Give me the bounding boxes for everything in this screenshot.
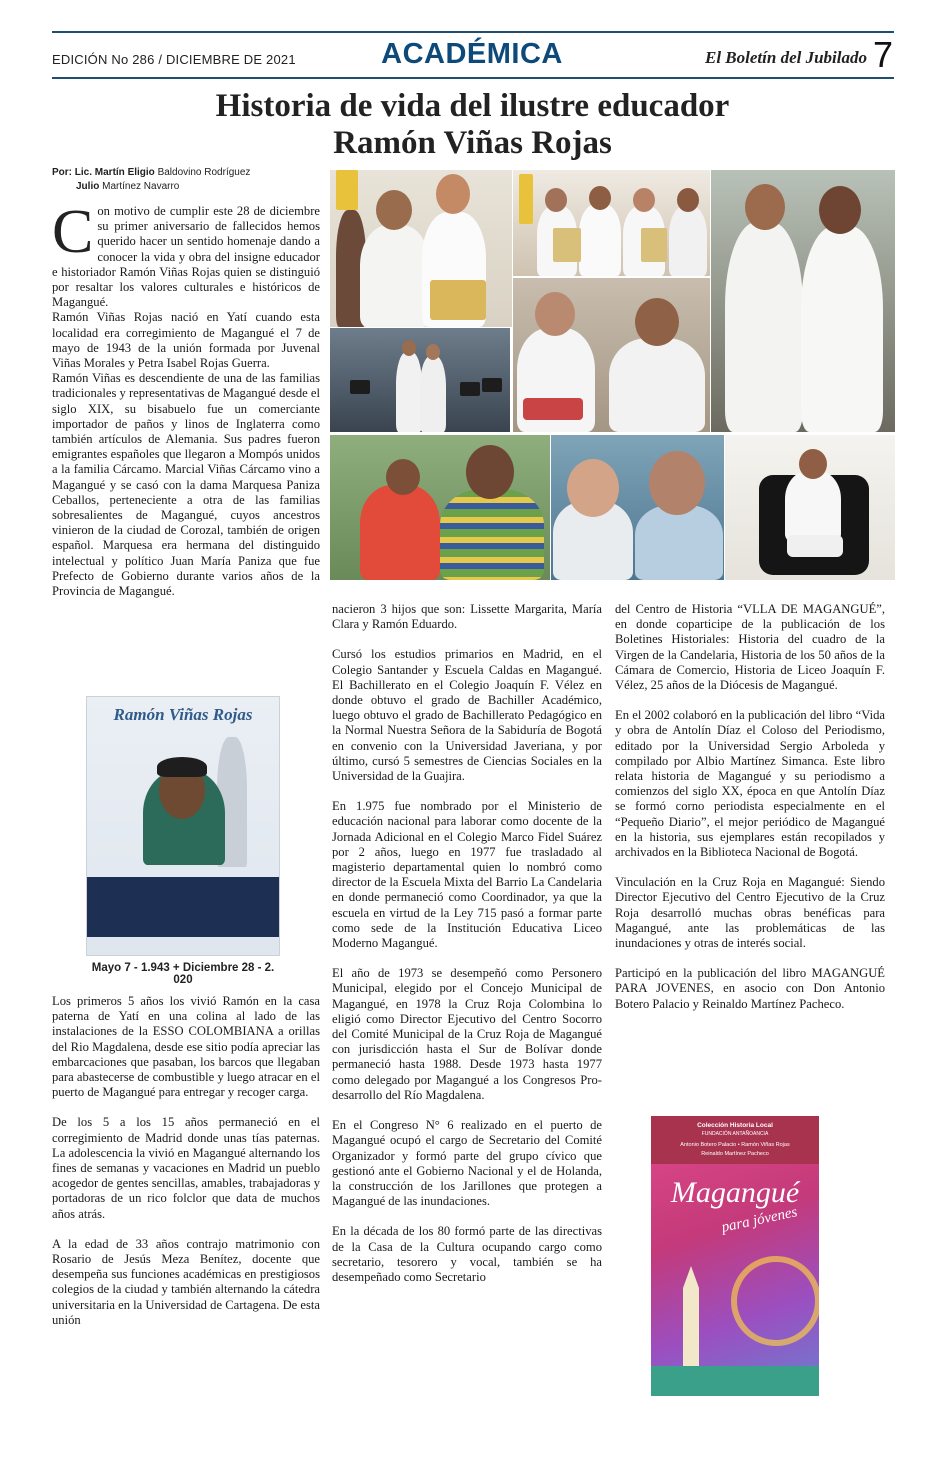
edition-label: EDICIÓN No 286 / DICIEMBRE DE 2021 (52, 52, 296, 67)
column-1-top (52, 198, 320, 599)
column-1-bottom (52, 994, 320, 1328)
paragraph: Los primeros 5 años los vivió Ramón en la casa paterna de Yatí en una colina al lado de las instalaciones de la ESSO COLOMBIANA a orillas del Rio Magdalena, desde ese sitio podía apreciar las embarcaciones que pasaban, los barcos que llegaban para abastecerse de combustible y luego atracar en el puerto de Magangué para entregar y recoger carga. (52, 994, 320, 1100)
cover-title-sub: para jóvenes (720, 1204, 799, 1236)
paragraph: Participó en la publicación del libro MAGANGUÉ PARA JOVENES, en asocio con Don Antonio Botero Palacio y Reinaldo Martínez Pacheco. (615, 966, 885, 1011)
paragraph: del Centro de Historia “VLLA DE MAGANGUÉ”, en donde coparticipe de la publicación de los Boletines Historiales: Historia del cuadro de la Virgen de la Candelaria, Historia de los 50 años de la Cámara de Comercio, Historia de Liceo Joaquín F. Vélez, 25 años de la Diócesis de Magangué. (615, 602, 885, 693)
cover-authors-line1: Antonio Botero Palacio • Ramón Viñas Rojas (680, 1142, 790, 1148)
book-cover-caption: Mayo 7 - 1.943 + Diciembre 28 - 2. 020 (91, 962, 275, 986)
photo-seated-audience (513, 278, 710, 432)
photo-navy-ceremony (330, 170, 512, 327)
article-title (0, 88, 945, 162)
paragraph: De los 5 a los 15 años permaneció en el corregimiento de Madrid donde unas tías paternas. La adolescencia la vivió en Magangué alternando los fines de semanas y vacaciones en Madrid un pueblo acogedor de gentes sencillas, amables, trabajadoras y portadoras de un rico folclor que data de muchos años atrás. (52, 1115, 320, 1221)
photo-men-outdoors (330, 435, 550, 580)
paragraph: En 1.975 fue nombrado por el Ministerio de educación nacional para laborar como docente de la Jornada Adicional en el Colegio Marco Fidel Suárez por 2 años, luego en 1977 fue trasladado al magisterio departamental quien lo nombró como director de la Escuela Mixta del Barrio La Candelaria en donde permaneció como Coordinador, ya que la escuela en virtud de la Ley 715 pasó a formar parte como sede de la Institución Educativa Liceo Moderno Magangué. (332, 799, 602, 951)
cover-authors-line2: Reinaldo Martínez Pacheco (701, 1151, 769, 1157)
byline-author1-bold: Lic. Martín Eligio (74, 167, 155, 178)
drop-cap: C (52, 198, 94, 266)
paragraph: El año de 1973 se desempeñó como Personero Municipal, elegido por el Concejo Municipal de Magangué, en 1978 la Cruz Roja Colombina lo eligió como Director Ejecutivo del Centro Socorro del Comité Municipal de la Cruz Roja de Magangué con jurisdicción hasta el Sur de Bolívar donde permaneció hasta 1988. Desde 1973 hasta 1977 como delegado por Magangué a los Congresos Pro-desarrollo del Río Magdalena. (332, 966, 602, 1102)
cover-portrait-hair (157, 757, 207, 777)
paragraph: Ramón Viñas es descendiente de una de las familias tradicionales y representativas de Magangué desde el siglo XIX, su bisabuelo fue un comerciante importador de paños y linos de Inglaterra como también artículos de Alemania. Sus padres fueron emigrantes españoles que llegaron a Mompós unidos a la familia Cárcamo. Marcial Viñas Cárcamo vino a Magangué y se casó con la dama Marquesa Paniza Ceballos, perteneciente a otra de las familias sobresalientes de Magangué, cuyos ancestros vinieron de la ciudad de Corozal, también de origen español. Marquesa era hermana del distinguido intelectual y político Juan María Paniza que fue Prefecto de Gobierno durante varios años de la Provincia de Magangué. (52, 371, 320, 599)
cover-authors (651, 1141, 819, 1159)
book-cover-magangue-para-jovenes (651, 1116, 819, 1396)
photo-man-armchair (725, 435, 895, 580)
paragraph: En el 2002 colaboró en la publicación del libro “Vida y obra de Antolín Díaz el Coloso del Periodismo, editado por la Universidad Sergio Arboleda y compilado por Albio Martínez Simanca. Este libro relata historia de Magangué y su periodismo a comienzos del siglo XX, época en que Antolín Díaz se formó corno periodista especialmente en el “Pequeño Diario”, el mejor periódico de Magangué en la historia, sus ejemplares están recopilados y archivados en la Biblioteca Nacional de Bogotá. (615, 708, 885, 860)
byline-author2-rest: Martínez Navarro (99, 181, 180, 192)
cover-publisher: FUNDACIÓN ANTAÑOANCIA (701, 1131, 769, 1137)
publication-name: El Boletín del Jubilado (705, 48, 867, 67)
column-2 (332, 602, 602, 1285)
cover-ground (651, 1366, 819, 1396)
cover-band (87, 877, 279, 937)
photo-group-certificates (513, 170, 710, 276)
book-cover-ramon-vinas-rojas (86, 696, 280, 956)
article-title-line1: Historia de vida del ilustre educador (215, 88, 730, 124)
paragraph: Ramón Viñas Rojas nació en Yatí cuando esta localidad era corregimiento de Magangué el 7 de mayo de 1943 de la unión formada por Juvenal Viñas Morales y Petra Isabel Rojas Guerra. (52, 310, 320, 371)
byline-author1-rest: Baldovino Rodríguez (154, 167, 251, 178)
article-title-line2: Ramón Viñas Rojas (333, 125, 612, 161)
paragraph: Cursó los estudios primarios en Madrid, en el Colegio Santander y Escuela Caldas en Magangué. El Bachillerato en el Colegio Joaquín F. Vélez en donde obtuvo el grado de Bachiller Académico, luego obtuvo el grado de Bachillerato Pedagógico en la Normal Nuestra Señora de la Sabiduría de Bogotá en convenio con la Universidad Javeriana, y por último, cursó 5 semestres de Ciencias Sociales en la Universidad de la Guajira. (332, 647, 602, 784)
page-number: 7 (872, 34, 893, 75)
paragraph: nacieron 3 hijos que son: Lissette Margarita, María Clara y Ramón Eduardo. (332, 602, 602, 632)
header-bottom-rule (52, 77, 894, 79)
paragraph: En el Congreso N° 6 realizado en el puerto de Magangué ocupó el cargo de Secretario del Comité Organizador y formó parte del grupo cívico que gestionó ante el Gobierno Nacional y el de Holanda, la construcción de los Jarillones que protegen a Magangué de las inundaciones. (332, 1118, 602, 1209)
column-3 (615, 602, 885, 1012)
cover-church-tower (671, 1266, 711, 1376)
photo-two-men-standing (711, 170, 895, 432)
header-top-rule (52, 31, 894, 33)
paragraph: A la edad de 33 años contrajo matrimonio con Rosario de Jesús Meza Benítez, docente que desempeña sus funciones académicas en prestigiosos colegios de la ciudad y también alternando la cátedra universitaria en la Universidad de Cartagena. De esta unión (52, 1236, 320, 1327)
paragraph (52, 198, 320, 310)
cover-title: Ramón Viñas Rojas (113, 705, 253, 724)
cover-title-main: Magangué (670, 1176, 800, 1209)
paragraph-text: on motivo de cumplir este 28 de diciembre su primer aniversario de fallecidos hemos querido hacer un sentido homenaje dando a conocer la vida y obra del insigne educador e historiador Ramón Viñas Rojas quien se distinguió por resaltar los valores culturales e históricos de Magangué. (52, 204, 320, 310)
cover-swirl-art (731, 1256, 819, 1346)
paragraph: Vinculación en la Cruz Roja en Magangué: Siendo Director Ejecutivo del Centro Ejecutivo de la Cruz Roja desarrolló muchas obras benéficas para Magangué, ante las problemáticas de las inundaciones y otras de interés social. (615, 875, 885, 951)
section-title: ACADÉMICA (381, 38, 563, 70)
byline-prefix: Por: (52, 167, 75, 178)
paragraph: En la década de los 80 formó parte de las directivas de la Casa de la Cultura ocupando cargo como secretario, tesorero y vocal, también se ha desempeñado como Secretario (332, 1224, 602, 1284)
photo-two-men-closeup (551, 435, 724, 580)
photo-stage-event (330, 328, 510, 432)
byline (52, 166, 250, 194)
cover-series: Colección Historia Local (697, 1122, 773, 1129)
byline-author2-bold: Julio (76, 181, 100, 192)
